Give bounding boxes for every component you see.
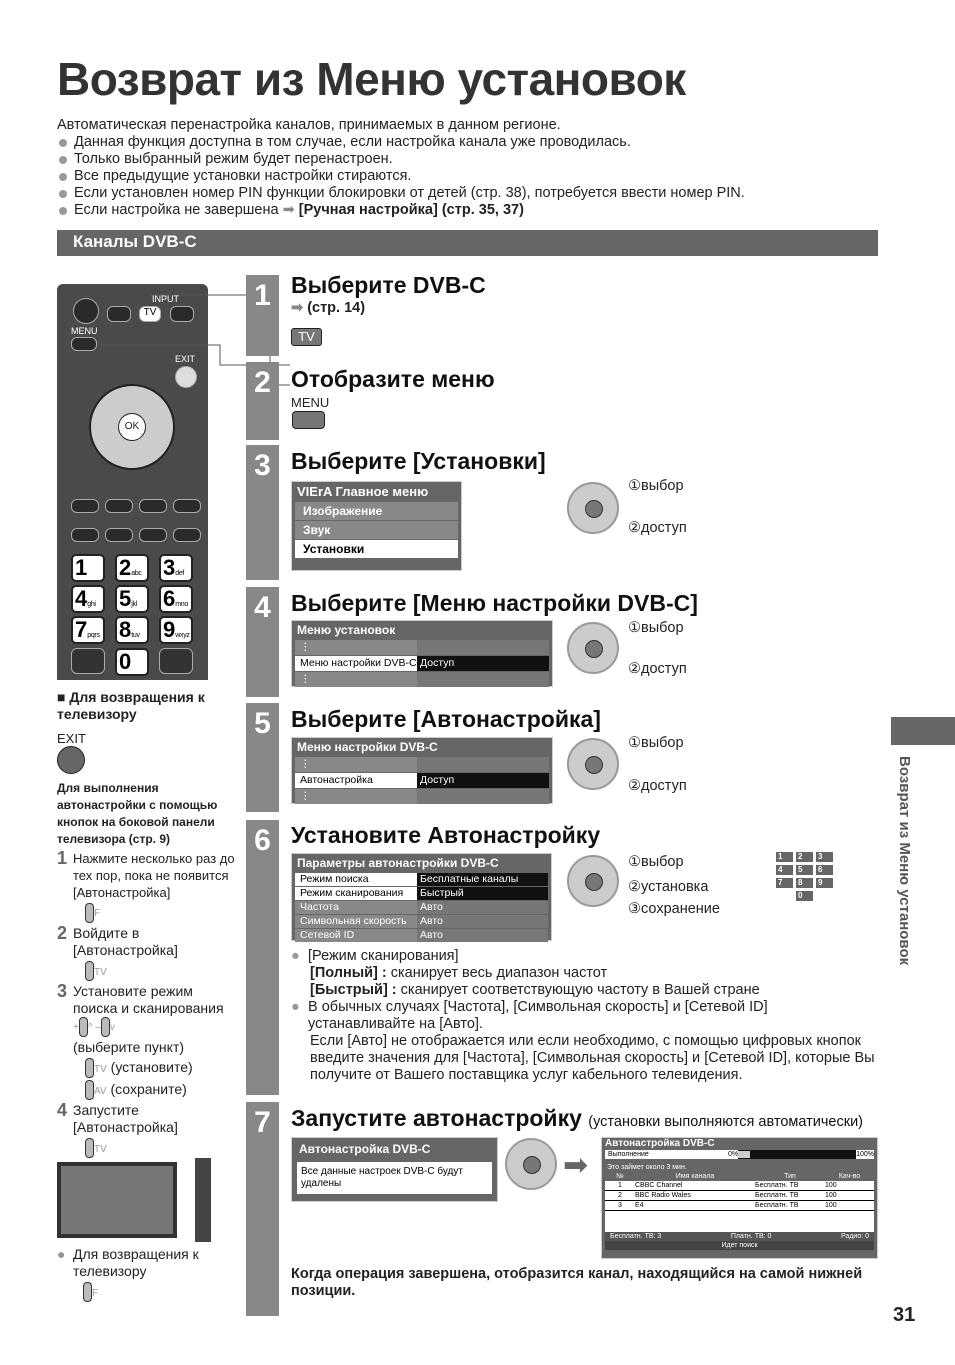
dpad-icon [567,622,619,674]
autotune-confirm-dialog: Автонастройка DVB-C Все данные настроек DVB-C будут удалены [291,1137,498,1202]
access-label: ②доступ [628,778,687,794]
access-label: ②доступ [628,520,687,536]
button[interactable] [105,528,133,542]
step-title: Выберите [Установки] [291,448,546,474]
menu-label: MENU [291,395,330,410]
param-frequency[interactable]: Частота Авто [295,901,548,914]
step-number: 6 [246,820,279,1095]
button[interactable] [139,528,167,542]
tv-illustration [57,1162,177,1238]
button[interactable] [71,528,99,542]
access-label: ②доступ [628,661,687,677]
bullet-text: Если настройка не завершена [74,202,279,218]
step6-notes: ● [Режим сканирования] [Полный] : сканирует весь диапазон частот [Быстрый] : сканирует соответствующую частоту в Вашей стране ● В обычных случаях [Частота], [Символьная скорость] и [Сетевой ID] устанавливайте на [Авто]. Если [Авто] не отображается или если необходимо, с помощью цифровых кнопок введите значения для [Частота], [Символьная скорость] и [Сетевой ID], которые Вы получите от Вашего поставщика услуг кабельного телевидения. [291,948,875,1083]
autotune-params-menu [291,853,552,941]
page-ref: ➡ (стр. 14) [291,300,366,316]
arrow-icon: ➡ [282,202,295,218]
side-step-4: 4 Запустите [Автонастройка] TV [57,1102,240,1158]
bullet: Данная функция доступна в том случае, если настройка канала уже проводилась. [57,134,745,151]
dpad-icon [567,855,619,907]
select-label: ①выбор [628,620,684,636]
step-title: Выберите [Автонастройка] [291,706,601,732]
channel-table: № Имя канала Тип Кач-во 1 CBBC Channel Бесплатн. ТВ 100 2 BBC Radio Wales Бесплатн. ТВ 100 3 E4 Бесплатн. ТВ 100 [605,1172,874,1232]
side-step-1: 1 Нажмите несколько раз до тех пор, пока не появится [Автонастройка] F [57,850,240,923]
button[interactable] [139,499,167,513]
menu-title: Меню установок [297,623,396,637]
button[interactable] [173,528,201,542]
menu-item-picture[interactable]: Изображение [295,502,458,520]
menu-title: Меню настройки DVB-C [297,740,438,754]
step-title: Выберите [Меню настройки DVB-C] [291,590,698,616]
key-8[interactable]: 8tuv [115,616,149,644]
key-9[interactable]: 9wxyz [159,616,193,644]
arrow-right-icon: ➡ [563,1149,589,1182]
button[interactable] [71,499,99,513]
side-step-3: 3 Установите режим поиска и сканирования + ^ – v (выберите пункт) TV (установите) AV (сохраните) [57,983,240,1100]
table-row: 1 CBBC Channel Бесплатн. ТВ 100 [605,1181,874,1191]
menu-title: Параметры автонастройки DVB-C [297,856,499,870]
menu-button[interactable] [292,411,325,429]
dpad-icon [567,738,619,790]
page-number: 31 [893,1304,916,1326]
side-step-2: 2 Войдите в [Автонастройка] TV [57,925,240,981]
param-network-id[interactable]: Сетевой ID Авто [295,929,548,942]
ok-button[interactable]: OK [118,413,146,441]
step-title: Выберите DVB-C [291,272,486,298]
menu-item-autotune[interactable]: Автонастройка Доступ [295,773,549,788]
step-number: 2 [246,362,279,440]
tv-button[interactable]: TV [139,306,161,322]
side-return: ● Для возвращения к телевизору F [57,1246,240,1302]
side-tab [891,717,955,745]
exit-button[interactable] [57,746,85,774]
number-keys-icon: 1 2 3 4 5 6 7 8 9 0 [776,852,836,901]
step-number: 4 [246,587,279,697]
return-tv-title: ■ Для возвращения к телевизору [57,689,205,722]
status-text: Идет поиск [605,1241,874,1250]
key-2[interactable]: 2abc [115,554,149,582]
section-header: Каналы DVB-C [57,230,878,256]
param-scan-mode[interactable]: Режим сканирования Быстрый [295,887,548,900]
select-label: ①выбор [628,854,684,870]
button[interactable] [159,648,193,674]
button[interactable] [71,648,105,674]
table-row: 2 BBC Radio Wales Бесплатн. ТВ 100 [605,1191,874,1201]
intro-lead: Автоматическая перенастройка каналов, принимаемых в данном регионе. [57,117,561,133]
bullet: Если установлен номер PIN функции блокировки от детей (стр. 38), потребуется ввести номер PIN. [57,185,745,202]
step-title: Запустите автонастройку (установки выполняются автоматически) [291,1105,864,1131]
side-panel-title: Для выполнения автонастройки с помощью кнопок на боковой панели телевизора (стр. 9) [57,781,218,846]
tv-illustration-wrap [57,1162,240,1242]
main-menu: VIErA Главное меню Изображение Звук Установки [291,481,462,571]
dvbc-menu: Меню настройки DVB-C ⋮ Автонастройка Доступ ⋮ [291,737,553,804]
save-label: ③сохранение [628,901,720,917]
param-symbol-rate[interactable]: Символьная скорость Авто [295,915,548,928]
dpad-icon [567,482,619,534]
tv-button[interactable]: TV [291,328,322,346]
bullet [57,202,745,219]
progress-bar: Выполнение 0% 100% [605,1150,874,1159]
button[interactable] [173,499,201,513]
side-panel [57,780,240,1302]
intro [57,117,745,219]
bullet: Только выбранный режим будет перенастроен. [57,151,745,168]
bullet: Все предыдущие установки настройки стираются. [57,168,745,185]
manual-tuning-link[interactable]: [Ручная настройка] (стр. 35, 37) [298,202,524,218]
step-number: 1 [246,275,279,356]
step-number: 5 [246,703,279,812]
step-number: 3 [246,445,279,580]
step-title: Установите Автонастройку [291,822,601,848]
menu-item-sound[interactable]: Звук [295,521,458,539]
dpad-icon [505,1138,557,1190]
setup-menu: Меню установок ⋮ Меню настройки DVB-C Доступ ⋮ [291,620,553,687]
menu-item-setup[interactable]: Установки [295,540,458,558]
key-5[interactable]: 5jkl [115,585,149,613]
autotune-progress-screen: Автонастройка DVB-C Выполнение 0% 100% Это займет около 3 мин. № Имя канала Тип Кач-во 1 CBBC Channel Бесплатн. ТВ 100 2 BBC Radio Wales Бесплатн. ТВ 100 3 E4 Бесплатн. ТВ 100 Бесплатн. ТВ: 3 Платн. ТВ: 0 Радио: 0 Идет поиск [601,1137,878,1259]
key-0[interactable]: 0 [115,648,149,676]
completion-note: Когда операция завершена, отобразится канал, находящийся на самой нижней позиции. [291,1266,863,1299]
step-number: 7 [246,1102,279,1316]
menu-label: MENU [71,326,98,336]
table-row: 3 E4 Бесплатн. ТВ 100 [605,1201,874,1211]
menu-item-dvbc[interactable]: Меню настройки DVB-C Доступ [295,656,549,671]
button[interactable] [105,499,133,513]
input-label: INPUT [152,294,179,304]
exit-label: EXIT [57,731,86,746]
page-title: Возврат из Меню установок [57,53,686,105]
exit-label: EXIT [175,354,196,364]
tv-side-panel [195,1158,211,1242]
set-label: ②установка [628,879,709,895]
param-search-mode[interactable]: Режим поиска Бесплатные каналы [295,873,548,886]
key-3[interactable]: 3def [159,554,193,582]
key-4[interactable]: 4ghi [71,585,105,613]
dpad[interactable] [89,384,175,470]
key-1[interactable]: 1 [71,554,105,582]
select-label: ①выбор [628,735,684,751]
key-6[interactable]: 6mno [159,585,193,613]
step-title: Отобразите меню [291,366,495,392]
select-label: ①выбор [628,478,684,494]
key-7[interactable]: 7pqrs [71,616,105,644]
side-tab-label: Возврат из Меню установок [896,756,913,966]
